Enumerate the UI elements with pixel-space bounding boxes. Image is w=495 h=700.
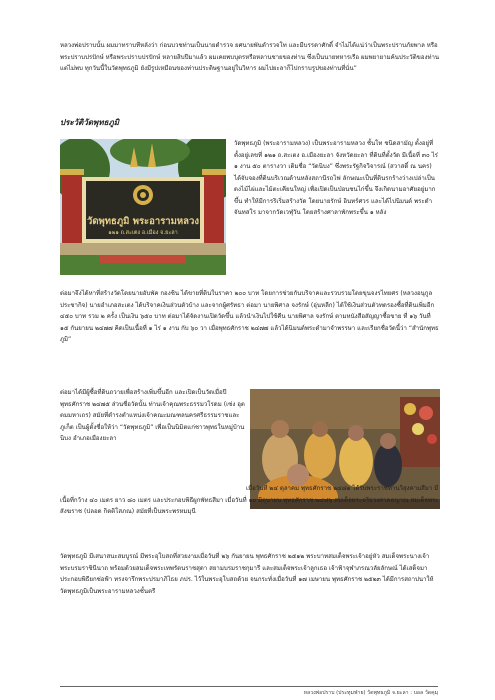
history-paragraph-3a: ต่อมาได้มีผู้ซื้อที่ดินถวายเพื่อสร้างเพิ่มขึ้นอีก และเปิดเป็นวัดเมื่อปีพุทธศักราช ๒๔๗๕ ส่วนชื่อวัดนั้น ท่านเจ้าคุณพระธรรมวโรดม (เซ่ง อุตตมมหาเถร) สมัยที่ดำรงตำแหน่งเจ้าคณะมณฑลนครศรีธรรมราชและภูเก็ต เป็นผู้ตั้งชื่อให้ว่า “วัดพุทธภูมิ” เพื่อเป็นนิมิตแก่ชาวพุทธในหมู่บ้านนิบง อำเภอเมืองยะลา	[60, 389, 245, 442]
temple-sign-name: วัดพุทธภูมิ พระอารามหลวง	[87, 216, 199, 227]
section-title: ประวัติวัดพุทธภูมิ	[60, 118, 120, 127]
temple-sign-illustration	[60, 139, 226, 275]
history-paragraph-3b-text: เมื่อวันที่ ๒๔ ตุลาคม พุทธศักราช ๒๔๘๒ ได้รับพระราชทานวิสุงคามสีมา มีเนื้อที่กว้าง ๔๐ เมตร ยาว ๘๐ เมตร และประกอบพิธีผูกพัทธสีมา เมื่อวันที่ ๑๐ มิถุนายน พุทธศักราช ๒๔๘๖ สมเด็จพระอริยวงศาคตญาณ สมเด็จพระสังฆราช (ปลอด กิตติโสภณ) สมัยที่เป็นพระพรหมมุนี	[60, 485, 439, 515]
intro-paragraph: หลวงพ่อปราบนั้น ผมมาทราบทีหลังว่า ก่อนบวชท่านเป็นนายดำรวจ ยศนายพันตำรวจโท และมีบรรดาศักดิ์ จำไม่ได้แน่ว่าเป็นพระปราบภัยพาล หรือพระปราบปรปักษ์ หรือพระปราบปรปักษ์ หลายสิบปีมาแล้ว ผมเคยพบบุตรหรือหลานชายของท่าน ซึ่งเป็นนายทหารเรือ ผมพยายามค้นประวัติของท่านแต่ไม่พบ ทุกวันนี้ในวัดพุทธภูมิ ยังมีรูปเหมือนของท่านประดิษฐานอยู่ในวิหาร ผมไปยะลาก็ไปกราบรูปของท่านที่นั่น”	[60, 42, 440, 72]
temple-sign-address: ๑๒๑ ถ.สะเตง อ.เมือง จ.ยะลา	[108, 230, 178, 236]
footer-divider	[60, 686, 438, 687]
temple-sign-photo	[60, 139, 226, 275]
history-paragraph-1: วัดพุทธภูมิ (พระอารามหลวง) เป็นพระอารามหลวง ชั้นโท ชนิดสามัญ ตั้งอยู่ที่ ตั้งอยู่เลขที่ ๑๒๑ ถ.สะเตง อ.เมืองยะลา จังหวัดยะลา ที่ดินที่ตั้งวัด มีเนื้อที่ ๓๐ ไร่ ๑ งาน ๕๐ ตารางวา เดิมชื่อ “วัดนิบง” ซึ่งพระรัฐกิจวิจารณ์ (สวาสดิ์ ณ นคร) ได้จับจองที่ดินบริเวณด้านหลังสถานีรถไฟ ลักษณะเป็นที่ดินรกร้างว่างเปล่าเป็นดงไม้ไผ่และไม้ตะเคียนใหญ่ เพื่อเปิดเป็นป่อนชนไก่ขึ้น จึงเกิดนามอาศัยอยู่มากขึ้น ทำให้มีการริเริ่มสร้างวัด โดยนายรักษ์ อินทร์ศวร และได้ไปนิมนต์ พระดำ จันทสโร มาจากวัดเวฬุวัน โดยสร้างศาลาพักพระขึ้น ๑ หลัง	[234, 140, 438, 216]
page-footer: หลวงพ่อปราบ (ประทุมฟ่าย) วัดพุทธภูมิ จ.ยะลา : บอล วัดคุมฺ	[303, 690, 438, 696]
history-paragraph-4: วัดพุทธภูมิ มีเสนาสนะสมบูรณ์ มีพระอุโบสถที่สวยงามเมื่อวันที่ ๒๖ กันยายน พุทธศักราช ๒๕๑๒ พระบาทสมเด็จพระเจ้าอยู่หัว สมเด็จพระนางเจ้า พระบรมราชินีนาถ พร้อมด้วยสมเด็จพระเทพรัตนราชสุดา สยามบรมราชกุมารี และสมเด็จพระเจ้าลูกเธอ เจ้าฟ้าจุฬาภรณวลัยลักษณ์ ได้เสด็จมาประกอบพิธียกช่อฟ้า ทรงจารึกพระปรมาภิไธย ภปร. ไว้ในพระอุโบสถด้วย จนกระทั่งเมื่อวันที่ ๑๗ เมษายน พุทธศักราช ๒๕๒๓ ได้มีการสถาปนาให้วัดพุทธภูมิเป็นพระอารามหลวงชั้นตรี	[60, 553, 434, 595]
history-paragraph-2: ต่อมาจึงได้หาที่สร้างวัดโดยนายอับพัค กองชิน ได้ขายที่ดินในราคา ๒๐๐ บาท โดยการช่วยกันบริจาคและรวบรวมโดยขุนจงรไทยศร (หลวงอนุกูลประชากิจ) นายอำเภอสะเตง ได้บริจาคเงินส่วนตัวบ้าง และจากผู้ศรัทธา ต่อมา นายพิศาล จงรักษ์ (อุ่นหลีก) ได้ใช้เงินส่วนตัวทดรองซื้อที่ดินเพิ่มอีก ๔๕๐ บาท รวม ๒ ครั้ง เป็นเงิน ๖๕๐ บาท ต่อมาได้จัดงานเปิดวัดขึ้น แล้วนำเงินไปใช้คืน นายพิศาล จงรักษ์ ตามหนังสือสัญญาซื้อขาย ที่ ๑๖ วันที่ ๑๕ กันยายน ๒๔๗๗ คิดเป็นเนื้อที่ ๑ ไร่ ๑ งาน กับ ๖๐ วา เมื่อพุทธศักราช ๒๔๗๗ แล้วได้นิมนต์พระดำมาจำพรรษา และเรียกชื่อวัดนี้ว่า “สำนักพุทธภูมิ”	[60, 290, 439, 343]
history-paragraph-3b	[60, 483, 440, 518]
